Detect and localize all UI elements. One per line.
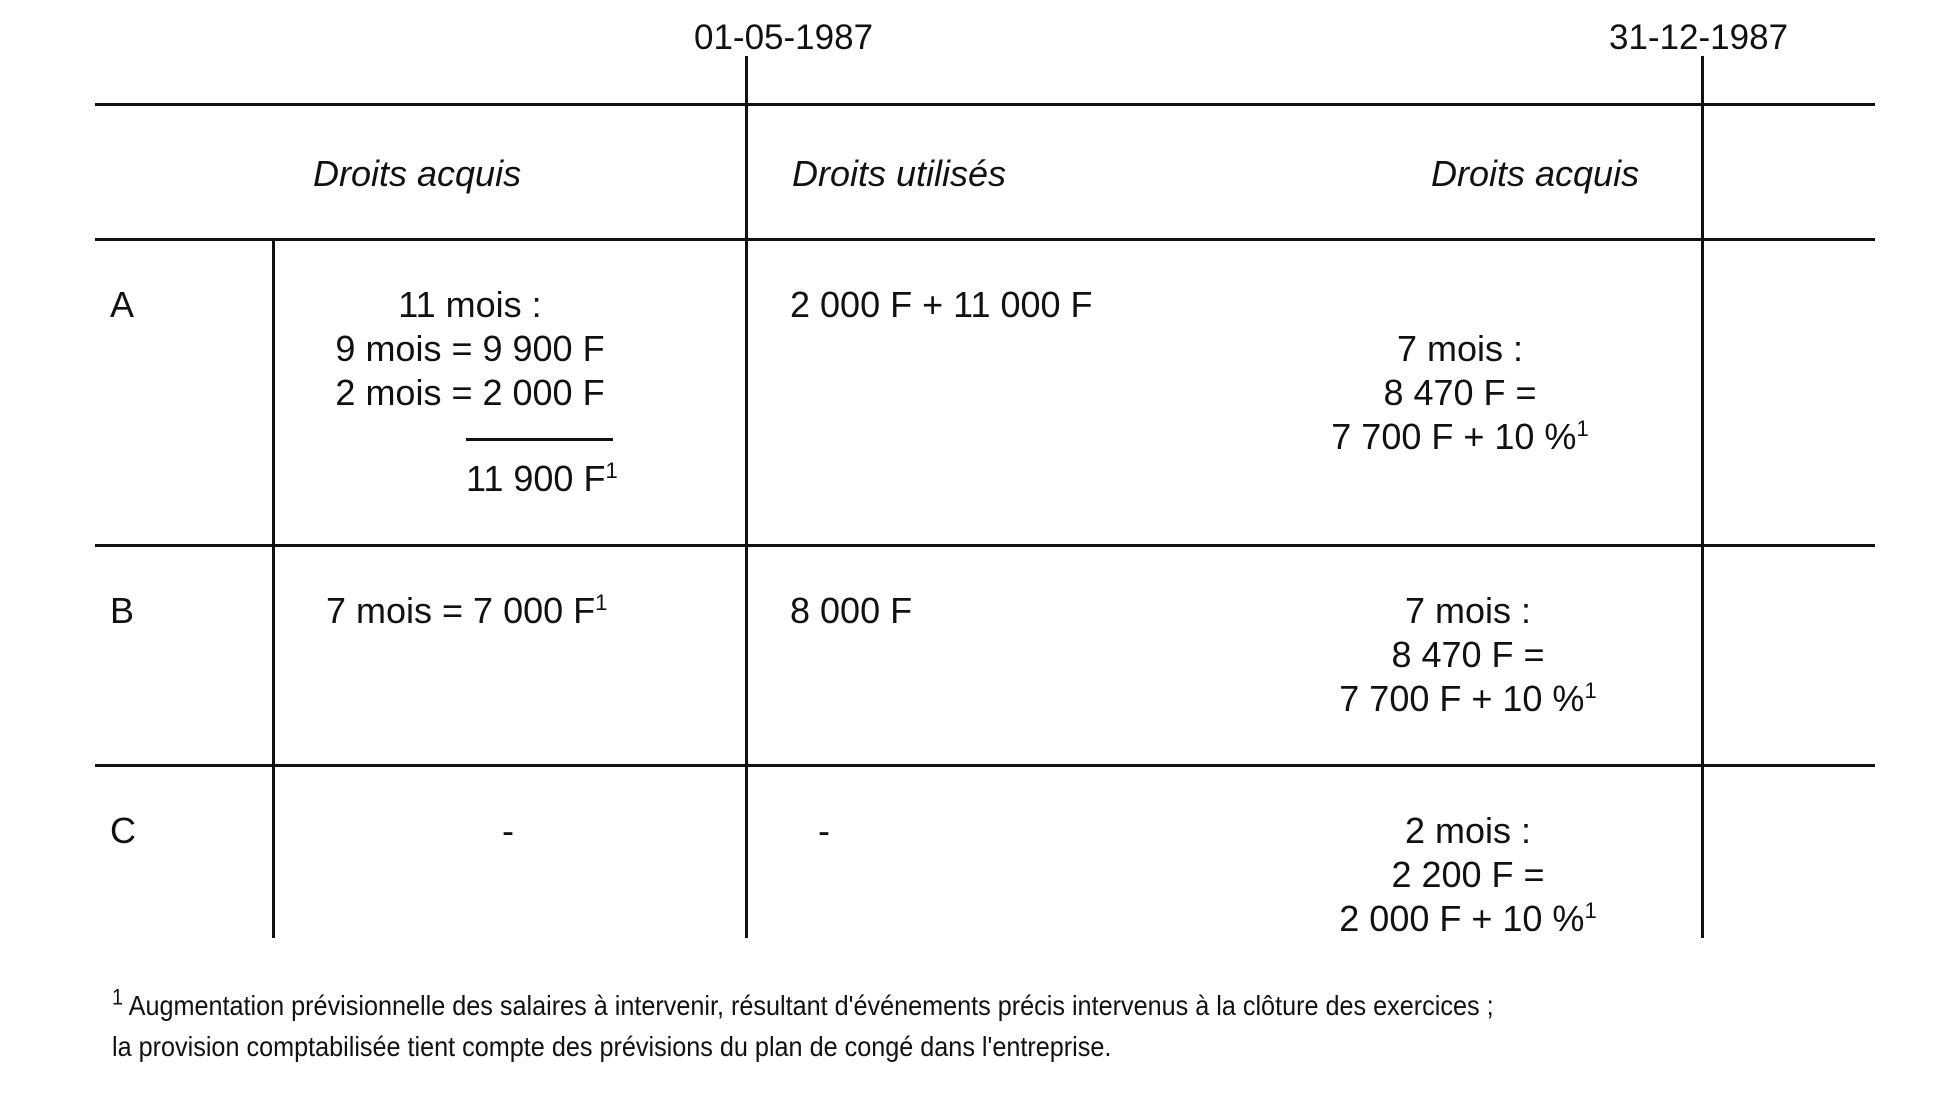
row-c-fin-value: 2 000 F + 10 % (1339, 898, 1585, 939)
footnote-ref: 1 (595, 590, 608, 615)
start-date: 01-05-1987 (694, 18, 874, 57)
footnote-marker: 1 (112, 984, 124, 1010)
row-label: A (110, 284, 135, 325)
end-date: 31-12-1987 (1609, 18, 1789, 57)
row-c-fin-line: 2 mois : (1404, 810, 1532, 851)
row-b-fin-value: 7 700 F + 10 % (1339, 678, 1585, 719)
footnote-ref: 1 (1584, 898, 1597, 923)
label-column-divider (272, 238, 275, 938)
row-a-fin-line: 7 mois : (1396, 328, 1524, 369)
row-label: B (110, 590, 135, 631)
row-b-fin-line: 8 470 F = (1391, 634, 1545, 675)
row-a-acquis-total-value: 11 900 F (466, 458, 606, 499)
row-b-bottom-rule (95, 764, 1875, 767)
row-b-droits-acquis-fin (1318, 589, 1618, 721)
start-date-marker-line (745, 56, 748, 938)
header-bottom-rule (95, 238, 1875, 241)
footnote-line-1 (112, 985, 1494, 1026)
row-a-acquis-line: 9 mois = 9 900 F (335, 328, 605, 369)
row-c-fin-line-last (1318, 897, 1618, 941)
footnote-ref: 1 (605, 458, 618, 483)
row-c-droits-utilises: - (818, 810, 830, 851)
header-droits-acquis-initial: Droits acquis (313, 153, 522, 194)
header-droits-utilises: Droits utilisés (792, 153, 1007, 194)
end-date-marker-line (1701, 56, 1704, 938)
footnote (112, 985, 1494, 1067)
row-b-droits-acquis (326, 589, 607, 633)
row-b-fin-line: 7 mois : (1404, 590, 1532, 631)
row-a-fin-line: 8 470 F = (1383, 372, 1537, 413)
footnote-ref: 1 (1576, 416, 1589, 441)
header-droits-acquis-final: Droits acquis (1431, 153, 1640, 194)
row-b-acquis-value: 7 mois = 7 000 F (326, 590, 596, 631)
row-a-bottom-rule (95, 544, 1875, 547)
row-a-acquis-line: 11 mois : (398, 284, 542, 325)
footnote-ref: 1 (1584, 678, 1597, 703)
footnote-text-1: Augmentation prévisionnelle des salaires à intervenir, résultant d'événements précis intervenus à la clôture des exercices ; (128, 990, 1494, 1021)
row-a-fin-line-last (1310, 415, 1610, 459)
footnote-line-2: la provision comptabilisée tient compte des prévisions du plan de congé dans l'entreprise. (112, 1031, 1112, 1062)
row-b-droits-utilises: 8 000 F (790, 590, 913, 631)
table-top-rule (95, 103, 1875, 106)
row-a-fin-value: 7 700 F + 10 % (1331, 416, 1577, 457)
row-b-fin-line-last (1318, 677, 1618, 721)
row-a-acquis-line: 2 mois = 2 000 F (335, 372, 605, 413)
row-c-droits-acquis-fin (1318, 809, 1618, 941)
row-label: C (110, 810, 136, 851)
row-c-droits-acquis: - (502, 810, 514, 851)
row-a-droits-acquis-fin (1310, 327, 1610, 459)
row-a-droits-utilises: 2 000 F + 11 000 F (790, 284, 1093, 325)
row-a-droits-acquis (320, 283, 620, 415)
row-c-fin-line: 2 200 F = (1391, 854, 1545, 895)
row-a-sum-bar (466, 438, 613, 441)
row-a-acquis-total (466, 457, 618, 501)
